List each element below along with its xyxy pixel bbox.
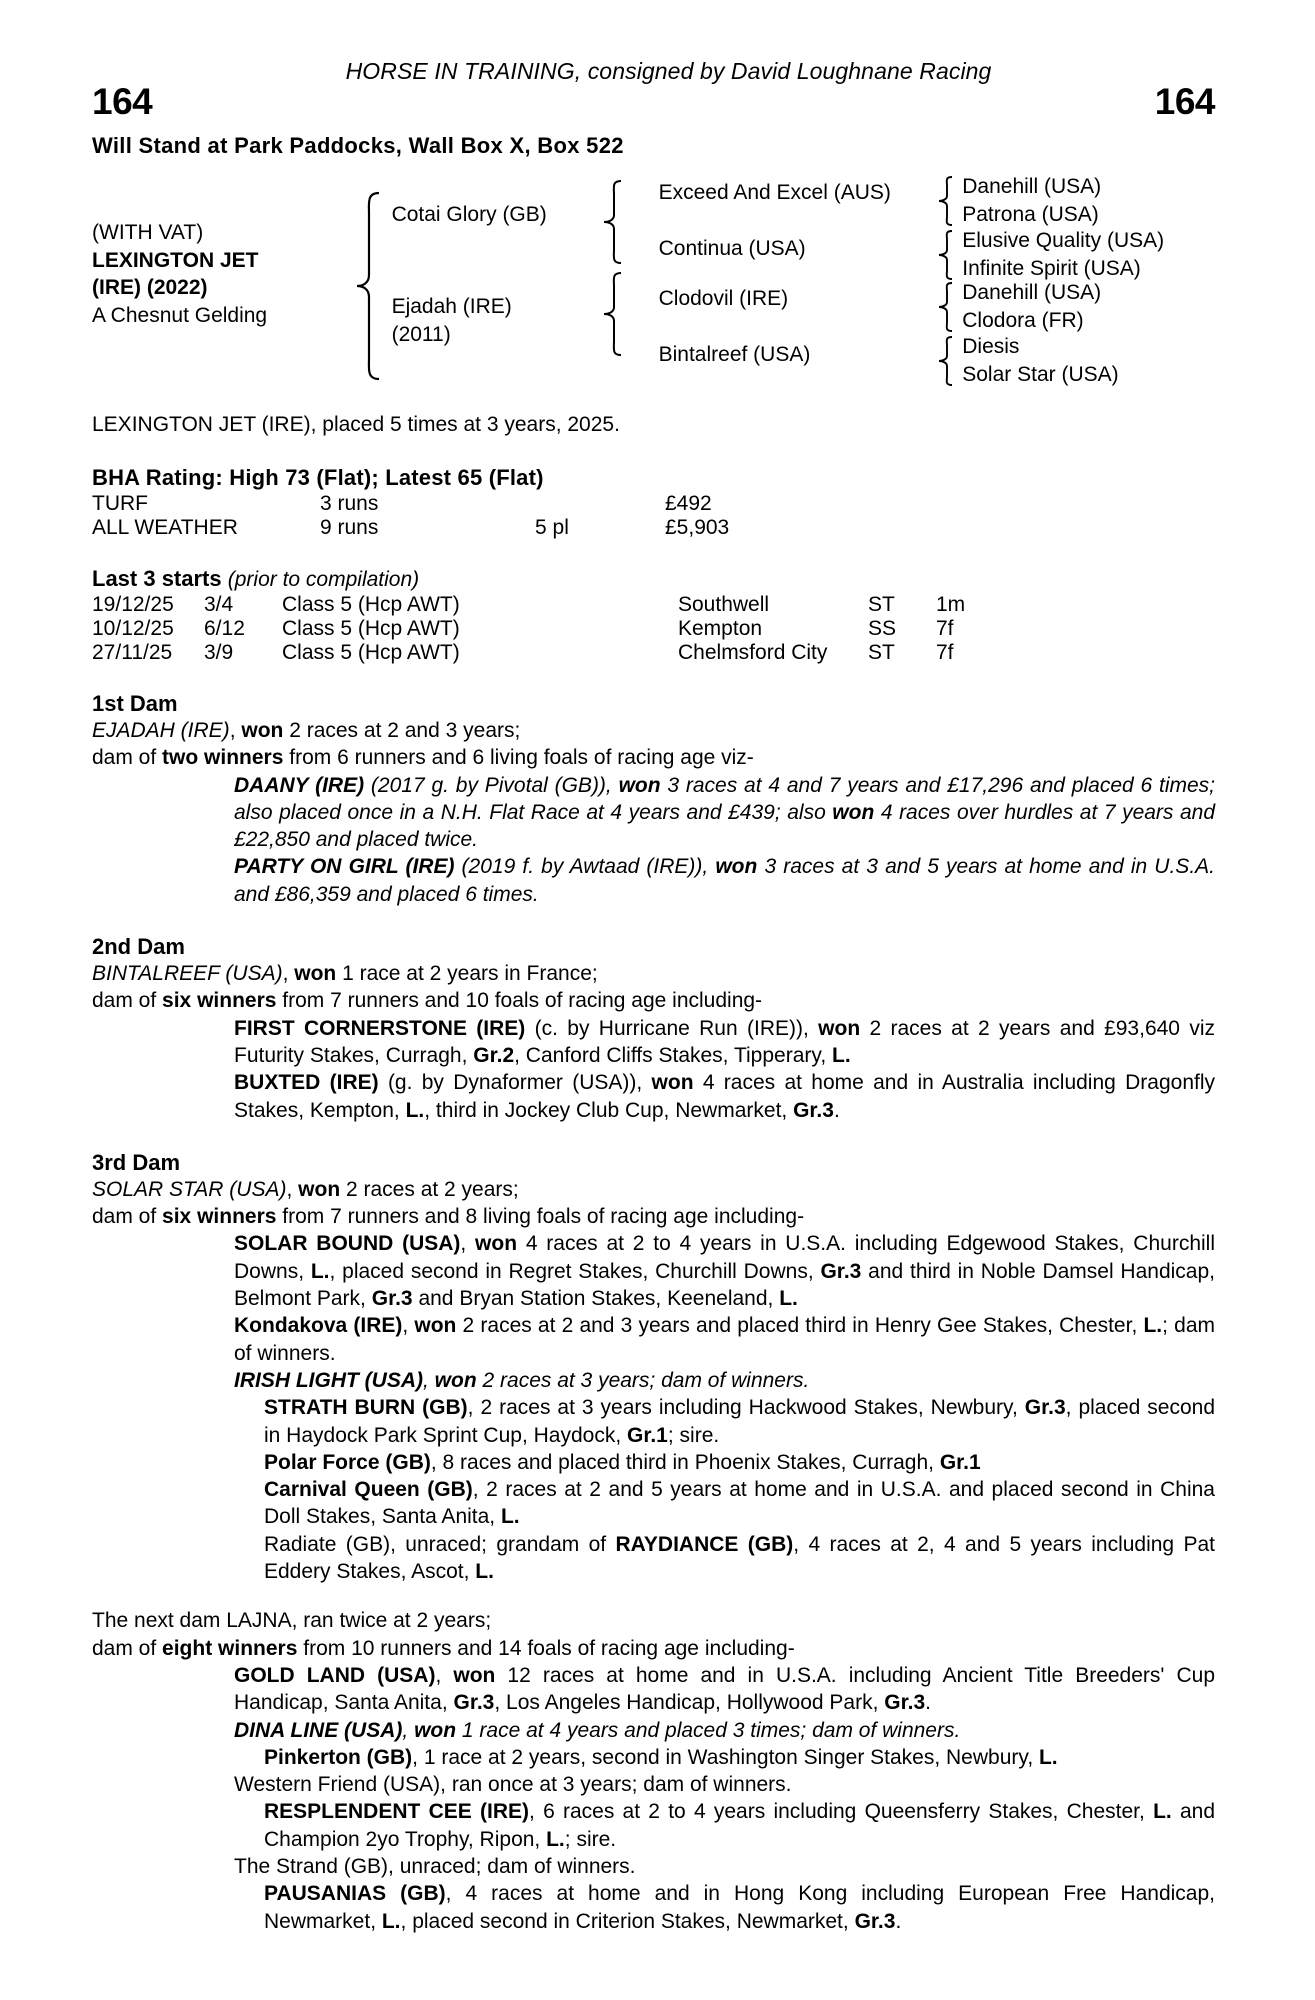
gg-2: Patrona (USA) bbox=[962, 203, 1099, 226]
pedigree-chart bbox=[92, 173, 1215, 386]
brace-icon bbox=[353, 191, 387, 381]
table-row bbox=[92, 593, 1215, 617]
gg-7: Diesis bbox=[962, 335, 1020, 358]
sire-dam-name: Continua (USA) bbox=[658, 237, 806, 260]
start-distance: 7f bbox=[936, 617, 954, 640]
third-dam-line bbox=[92, 1176, 1215, 1203]
second-dam-heading: 2nd Dam bbox=[92, 934, 185, 960]
sire-name: Cotai Glory (GB) bbox=[391, 203, 547, 226]
list-item: RESPLENDENT CEE (IRE), 6 races at 2 to 4 years including Queensferry Stakes, Chester, L. and Champion 2yo Trophy, Ripon, L.; sire. bbox=[264, 1800, 1216, 1851]
list-item: Kondakova (IRE), won 2 races at 2 and 3 years and placed third in Henry Gee Stakes, Chester, L.; dam of winners. bbox=[234, 1314, 1215, 1365]
runs-prize: £492 bbox=[665, 492, 712, 515]
next-dam-line: The next dam LAJNA, ran twice at 2 years; bbox=[92, 1609, 492, 1633]
list-item: FIRST CORNERSTONE (IRE) (c. by Hurricane Run (IRE)), won 2 races at 2 years and £93,640 viz Futurity Stakes, Curragh, Gr.2, Canford Cliffs Stakes, Tipperary, L. bbox=[234, 1016, 1215, 1067]
start-class: Class 5 (Hcp AWT) bbox=[282, 641, 460, 664]
gg-3: Elusive Quality (USA) bbox=[962, 229, 1165, 252]
start-position: 3/9 bbox=[204, 641, 234, 664]
start-class: Class 5 (Hcp AWT) bbox=[282, 593, 460, 616]
first-dam-heading: 1st Dam bbox=[92, 691, 178, 716]
next-dam-summary: dam of eight winners from 10 runners and 14 foals of racing age including- bbox=[92, 1636, 795, 1660]
list-item: DINA LINE (USA), won 1 race at 4 years and placed 3 times; dam of winners. bbox=[234, 1718, 961, 1742]
second-dam-line bbox=[92, 960, 1215, 987]
subject-description: A Chesnut Gelding bbox=[92, 304, 268, 328]
list-item: PARTY ON GIRL (IRE) (2019 f. by Awtaad (IRE)), won 3 races at 3 and 5 years at home and in U.S.A. and £86,359 and placed 6 times. bbox=[234, 855, 1215, 906]
list-item: Carnival Queen (GB), 2 races at 2 and 5 years at home and in U.S.A. and placed second in China Doll Stakes, Santa Anita, L. bbox=[264, 1478, 1215, 1529]
dam-dam-name: Bintalreef (USA) bbox=[658, 343, 811, 366]
runs-count: 3 runs bbox=[320, 492, 379, 515]
second-dam-rest: , won 1 race at 2 years in France; bbox=[282, 962, 598, 986]
start-distance: 7f bbox=[936, 641, 954, 664]
list-item: STRATH BURN (GB), 2 races at 3 years including Hackwood Stakes, Newbury, Gr.3, placed second in Haydock Park Sprint Cup, Haydock, Gr.1; sire. bbox=[264, 1396, 1216, 1447]
start-course: Chelmsford City bbox=[678, 641, 828, 664]
runs-places bbox=[535, 492, 665, 516]
brace-icon bbox=[936, 175, 956, 227]
summary-note: LEXINGTON JET (IRE), placed 5 times at 3 years, 2025. bbox=[92, 413, 620, 436]
list-item: Polar Force (GB), 8 races and placed third in Phoenix Stakes, Curragh, Gr.1 bbox=[264, 1450, 981, 1474]
gg-4: Infinite Spirit (USA) bbox=[962, 257, 1141, 280]
stand-location-line: Will Stand at Park Paddocks, Wall Box X, Box 522 bbox=[92, 133, 624, 158]
last-starts-heading bbox=[92, 566, 1215, 592]
runs-prize: £5,903 bbox=[665, 516, 730, 539]
start-position: 6/12 bbox=[204, 617, 245, 640]
table-row bbox=[92, 617, 1215, 641]
pedigree-grandparents bbox=[659, 173, 951, 383]
start-going: ST bbox=[868, 641, 895, 664]
start-going: ST bbox=[868, 593, 895, 616]
lot-number-right: 164 bbox=[1154, 81, 1215, 122]
third-dam-rest: , won 2 races at 2 years; bbox=[286, 1177, 519, 1201]
table-row bbox=[92, 516, 729, 540]
start-date: 27/11/25 bbox=[92, 641, 173, 664]
gg-8: Solar Star (USA) bbox=[962, 363, 1119, 386]
subject-name: LEXINGTON JET bbox=[92, 248, 259, 272]
brace-icon bbox=[601, 179, 627, 265]
third-dam-heading: 3rd Dam bbox=[92, 1149, 181, 1175]
gg-6: Clodora (FR) bbox=[962, 309, 1084, 332]
gg-5: Danehill (USA) bbox=[962, 281, 1102, 304]
start-date: 19/12/25 bbox=[92, 593, 174, 616]
first-dam-rest: , won 2 races at 2 and 3 years; bbox=[229, 719, 521, 742]
start-course: Southwell bbox=[678, 593, 770, 616]
gg-1: Danehill (USA) bbox=[962, 175, 1102, 198]
subject-origin-year: (IRE) (2022) bbox=[92, 276, 208, 300]
runs-places: 5 pl bbox=[535, 516, 569, 539]
start-position: 3/4 bbox=[204, 593, 234, 616]
list-item: Western Friend (USA), ran once at 3 years; dam of winners. bbox=[234, 1773, 792, 1797]
pedigree-great-grandparents bbox=[962, 173, 1215, 386]
second-dam-name: BINTALREEF (USA) bbox=[92, 962, 283, 986]
list-item: GOLD LAND (USA), won 12 races at home and in U.S.A. including Ancient Title Breeders' Cup Handicap, Santa Anita, Gr.3, Los Angeles Handicap, Hollywood Park, Gr.3. bbox=[234, 1663, 1216, 1715]
list-item: BUXTED (IRE) (g. by Dynaformer (USA)), won 4 races at home and in Australia including Dragonfly Stakes, Kempton, L., third in Jockey Club Cup, Newmarket, Gr.3. bbox=[234, 1071, 1216, 1122]
dam-sire-name: Clodovil (IRE) bbox=[658, 287, 789, 310]
start-distance: 1m bbox=[936, 593, 966, 616]
first-dam-line bbox=[92, 717, 1215, 744]
list-item: PAUSANIAS (GB), 4 races at home and in Hong Kong including European Free Handicap, Newmarket, L., placed second in Criterion Stakes, Newmarket, Gr.3. bbox=[264, 1882, 1215, 1933]
consignor-line: HORSE IN TRAINING, consigned by David Loughnane Racing bbox=[345, 58, 992, 84]
sire-sire-name: Exceed And Excel (AUS) bbox=[658, 181, 891, 204]
start-going: SS bbox=[868, 617, 897, 640]
lot-number-left: 164 bbox=[92, 81, 153, 122]
start-course: Kempton bbox=[678, 617, 763, 640]
list-item: IRISH LIGHT (USA), won 2 races at 3 years; dam of winners. bbox=[234, 1368, 810, 1392]
list-item: DAANY (IRE) (2017 g. by Pivotal (GB)), won 3 races at 4 and 7 years and £17,296 and placed 6 times; also placed once in a N.H. Flat Race at 4 years and £439; also won 4 races over hurdles at 7 years and £22,850 and placed twice. bbox=[234, 773, 1215, 852]
pedigree-brace-1 bbox=[353, 173, 386, 383]
bha-rating: BHA Rating: High 73 (Flat); Latest 65 (Flat) bbox=[92, 465, 544, 490]
second-dam-summary: dam of six winners from 7 runners and 10 foals of racing age including- bbox=[92, 989, 763, 1013]
brace-icon bbox=[936, 281, 956, 333]
brace-icon bbox=[936, 229, 956, 281]
lot-number-row bbox=[92, 81, 1215, 123]
last-starts-subtitle: (prior to compilation) bbox=[227, 568, 420, 591]
last-starts-table bbox=[92, 593, 1215, 665]
list-item: The Strand (GB), unraced; dam of winners. bbox=[234, 1854, 636, 1878]
runs-count: 9 runs bbox=[320, 516, 379, 539]
table-row bbox=[92, 492, 729, 516]
brace-icon bbox=[601, 271, 627, 357]
list-item: Pinkerton (GB), 1 race at 2 years, second in Washington Singer Stakes, Newbury, L. bbox=[264, 1745, 1058, 1769]
third-dam-summary: dam of six winners from 7 runners and 8 living foals of racing age including- bbox=[92, 1205, 805, 1229]
runs-surface: TURF bbox=[92, 492, 148, 515]
runs-surface: ALL WEATHER bbox=[92, 516, 238, 539]
subject-vat: (WITH VAT) bbox=[92, 221, 204, 244]
pedigree-parents bbox=[386, 173, 629, 383]
runs-table bbox=[92, 492, 729, 540]
dam-name: Ejadah (IRE) bbox=[391, 295, 512, 318]
table-row bbox=[92, 641, 1215, 665]
dam-year: (2011) bbox=[391, 323, 451, 346]
first-dam-summary: dam of two winners from 6 runners and 6 living foals of racing age viz- bbox=[92, 746, 754, 770]
third-dam-name: SOLAR STAR (USA) bbox=[92, 1177, 287, 1201]
start-class: Class 5 (Hcp AWT) bbox=[282, 617, 460, 640]
list-item: SOLAR BOUND (USA), won 4 races at 2 to 4 years in U.S.A. including Edgewood Stakes, Churchill Downs, L., placed second in Regret Stakes, Churchill Downs, Gr.3 and third in Noble Damsel Handicap, Belmont Park, Gr.3 and Bryan Station Stakes, Keeneland, L. bbox=[234, 1232, 1215, 1311]
pedigree-subject bbox=[92, 173, 353, 383]
first-dam-name: EJADAH (IRE) bbox=[92, 719, 230, 742]
list-item: Radiate (GB), unraced; grandam of RAYDIANCE (GB), 4 races at 2, 4 and 5 years including Pat Eddery Stakes, Ascot, L. bbox=[264, 1532, 1216, 1584]
last-starts-title: Last 3 starts bbox=[92, 566, 222, 591]
start-date: 10/12/25 bbox=[92, 617, 174, 640]
brace-icon bbox=[936, 335, 956, 387]
